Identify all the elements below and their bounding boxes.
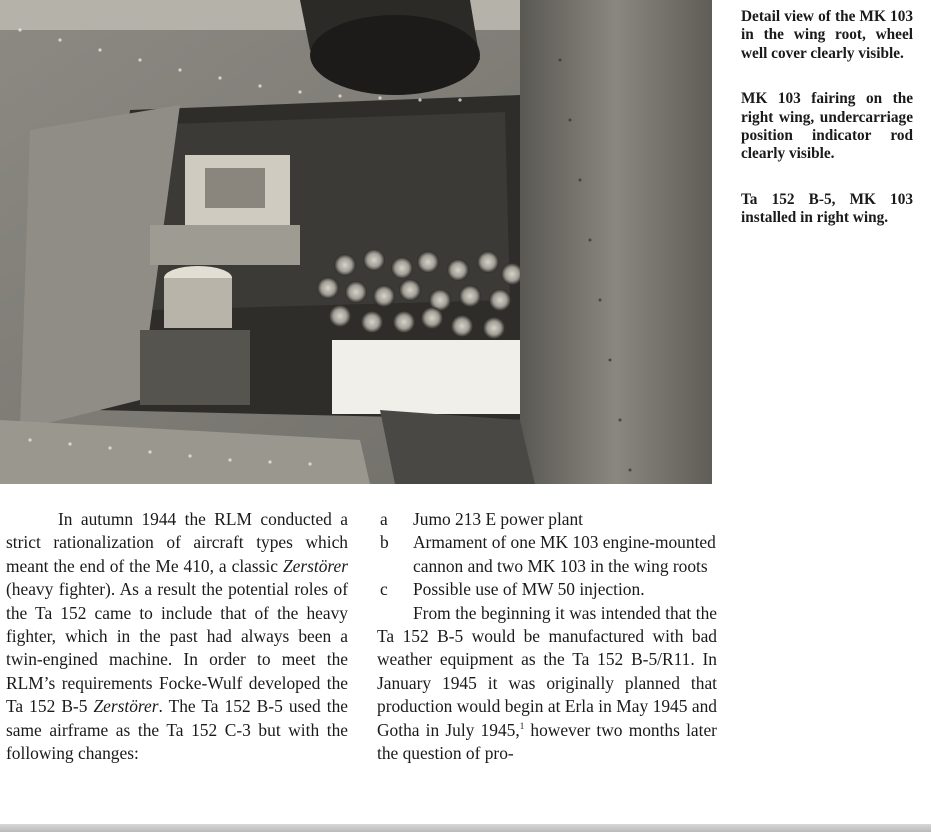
list-item xyxy=(377,531,717,578)
footnote-marker: 1 xyxy=(519,720,525,731)
caption-wing-root-detail: Detail view of the MK 103 in the wing root, wheel well cover clearly visible. xyxy=(741,8,913,62)
list-text: Jumo 213 E power plant xyxy=(413,509,584,529)
list-letter: b xyxy=(380,532,389,553)
caption-b5-right-wing: Ta 152 B-5, MK 103 installed in right wing. xyxy=(741,190,913,227)
photo-graphic xyxy=(0,0,712,484)
list-letter: c xyxy=(380,579,388,600)
caption-fairing-right-wing: MK 103 fairing on the right wing, undercarriage position indicator rod clearly visible. xyxy=(741,90,913,163)
body-column-left xyxy=(6,508,348,765)
photo-mk103-wing-root xyxy=(0,0,712,484)
list-letter: a xyxy=(380,509,388,529)
text-italic-zerstoerer: Zerstörer xyxy=(282,555,348,576)
list-item xyxy=(377,578,717,601)
text-run: (heavy fighter). As a result the potential roles of the Ta 152 came to include that of the heavy fighter, which in the past had always been a twin-engined machine. In order to meet the RLM’s requirements Focke-Wulf developed the Ta 152 B-5 xyxy=(6,579,348,717)
body-column-right xyxy=(377,508,717,765)
changes-list xyxy=(377,508,717,602)
paragraph-rationalization xyxy=(6,508,348,765)
text-run: . The Ta 152 B-5 used the same airframe as the Ta 152 C-3 but with the following changes: xyxy=(6,696,348,764)
text-run: From the beginning it was intended that the Ta 152 B-5 would be manufactured with bad weather equipment as the Ta 152 B-5/R11. In January 1945 it was originally planned that production would begin at Erla in May 1945 and Gotha in July 1945, xyxy=(377,602,717,740)
list-text: Armament of one MK 103 engine-mounted cannon and two MK 103 in the wing roots xyxy=(413,532,716,576)
text-italic-zerstoerer: Zerstörer xyxy=(93,696,159,717)
text-run: however two months later the question of pro- xyxy=(377,719,717,764)
list-text: Possible use of MW 50 injection. xyxy=(413,579,645,600)
list-item xyxy=(377,508,717,531)
paragraph-production-plan xyxy=(377,602,717,766)
text-run: In autumn 1944 the RLM conducted a strict rationalization of aircraft types which meant the end of the Me 410, a classic xyxy=(6,509,348,576)
photo-captions xyxy=(741,8,913,255)
scan-edge-band xyxy=(0,824,931,832)
